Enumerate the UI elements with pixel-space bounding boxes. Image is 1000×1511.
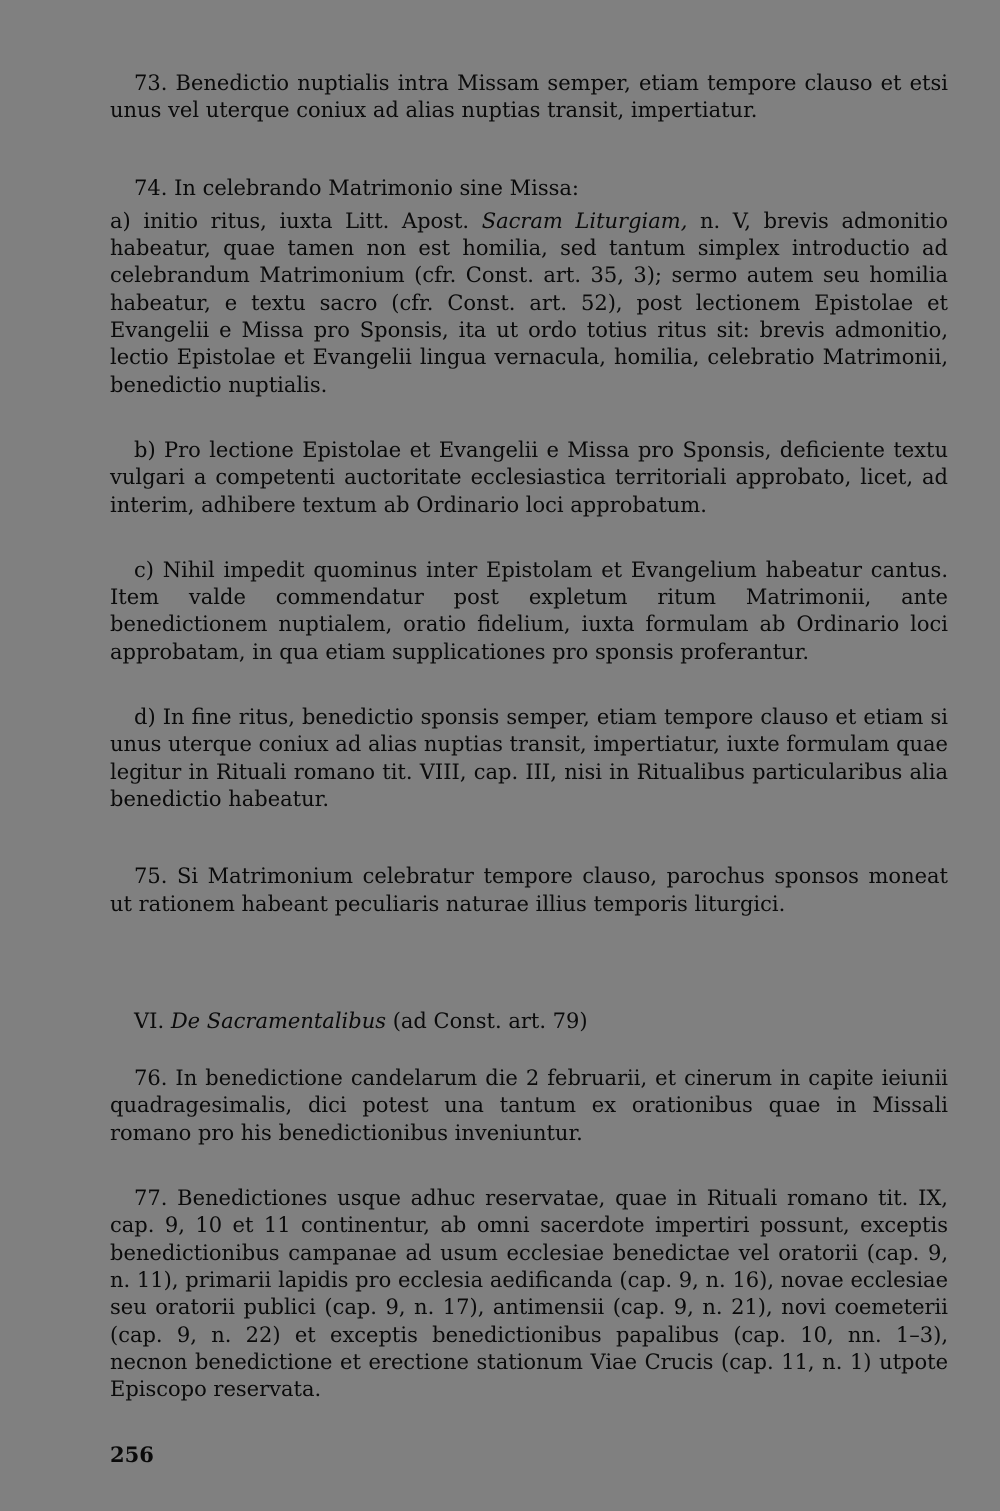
- paragraph-74-intro: [110, 175, 948, 202]
- paragraph-77-text: 77. Benedictiones usque adhuc reservatae, quae in Rituali romano tit. IX, cap. 9, 10 et 11 continentur, ab omni sacerdote impertiri possunt, exceptis benedictionibus campanae ad usum ecclesiae benedictae vel oratorii (cap. 9, n. 11), primarii lapidis pro ecclesia aedificanda (cap. 9, n. 16), novae ecclesiae seu oratorii publici (cap. 9, n. 17), antimensii (cap. 9, n. 21), novi coemeterii (cap. 9, n. 22) et exceptis benedictionibus papalibus (cap. 10, nn. 1–3), necnon benedictione et erectione stationum Viae Crucis (cap. 11, n. 1) utpote Episcopo reservata.: [110, 1186, 948, 1402]
- paragraph-74a-lead: a) initio ritus, iuxta Litt. Apost.: [110, 208, 482, 233]
- paragraph-74a-italic: Sacram Liturgiam,: [481, 208, 688, 233]
- paragraph-76: [110, 1065, 948, 1147]
- paragraph-74b-text: b) Pro lectione Epistolae et Evangelii e Missa pro Sponsis, deficiente textu vulgari a competenti auctoritate ecclesiastica territoriali approbato, licet, ad interim, adhibere textum ab Ordinario loci approbatum.: [110, 437, 948, 517]
- paragraph-74-intro-text: 74. In celebrando Matrimonio sine Missa:: [134, 175, 580, 200]
- paragraph-74c-text: c) Nihil impedit quominus inter Epistolam et Evangelium habeatur cantus. Item valde commendatur post expletum ritum Matrimonii, ante benedictionem nuptialem, oratio fidelium, iuxta formulam ab Ordinario loci approbatam, in qua etiam supplicationes pro sponsis proferantur.: [110, 557, 948, 664]
- paragraph-75: [110, 863, 948, 918]
- page-body: [110, 70, 948, 1403]
- section-reference: (ad Const. art. 79): [392, 1008, 588, 1033]
- paragraph-76-text: 76. In benedictione candelarum die 2 februarii, et cinerum in capite ieiunii quadragesimalis, dici potest una tantum ex orationibus quae in Missali romano pro his benedictionibus inveniuntur.: [110, 1066, 948, 1145]
- paragraph-73-text: 73. Benedictio nuptialis intra Missam semper, etiam tempore clauso et etsi unus vel uterque coniux ad alias nuptias transit, impertiatur.: [110, 71, 948, 123]
- section-title: De Sacramentalibus: [170, 1008, 386, 1033]
- paragraph-74a-rest: n. V, brevis admonitio habeatur, quae tamen non est homilia, sed tantum simplex introductio ad celebrandum Matrimonium (cfr. Const. art. 35, 3); sermo autem seu homilia habeatur, e textu sacro (cfr. Const. art. 52), post lectionem Epistolae et Evangelii e Missa pro Sponsis, ita ut ordo totius ritus sit: brevis admonitio, lectio Epistolae et Evangelii lingua vernacula, homilia, celebratio Matrimonii, benedictio nuptialis.: [110, 208, 948, 397]
- page-number: 256: [110, 1442, 154, 1467]
- paragraph-74d-text: d) In fine ritus, benedictio sponsis semper, etiam tempore clauso et etiam si unus uterque coniux ad alias nuptias transit, impertiatur, iuxte formulam quae legitur in Rituali romano tit. VIII, cap. III, nisi in Ritualibus particularibus alia benedictio habeatur.: [110, 705, 948, 811]
- section-heading: [110, 1008, 948, 1035]
- paragraph-73: [110, 70, 948, 125]
- paragraph-74b: [110, 437, 948, 519]
- paragraph-74c: [110, 557, 948, 666]
- section-number: VI.: [134, 1008, 165, 1033]
- paragraph-74a: [110, 208, 948, 399]
- paragraph-75-text: 75. Si Matrimonium celebratur tempore clauso, parochus sponsos moneat ut rationem habeant peculiaris naturae illius temporis liturgici.: [110, 864, 948, 916]
- paragraph-74d: [110, 704, 948, 813]
- paragraph-77: [110, 1185, 948, 1403]
